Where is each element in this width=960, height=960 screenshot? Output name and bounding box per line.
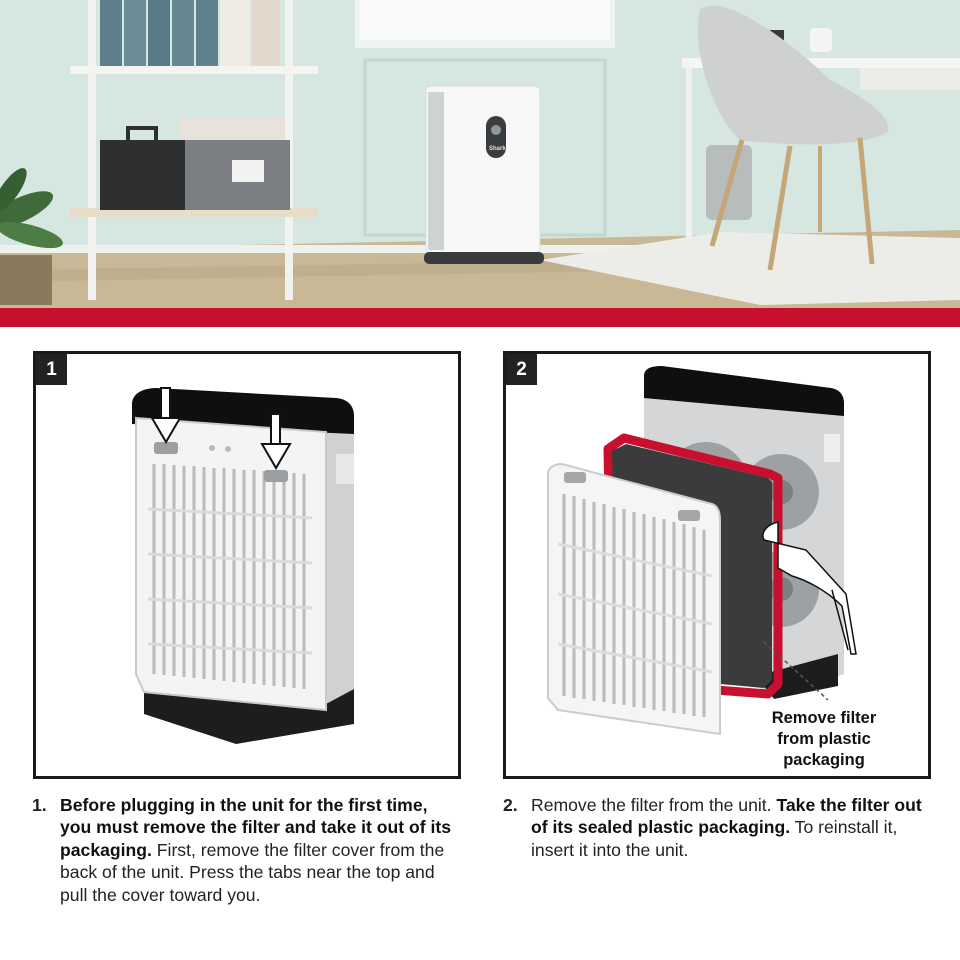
step-2-instructions bbox=[503, 794, 943, 861]
step-1-normal-text: First, remove the filter cover from the back of the unit. Press the tabs near the top and pull the cover toward you. bbox=[60, 839, 445, 905]
step-2-text bbox=[531, 794, 943, 861]
callout-line-1: Remove filter bbox=[771, 709, 877, 727]
cover-grille bbox=[564, 494, 704, 717]
hero-room-photo bbox=[0, 0, 960, 308]
callout-line-2: from plastic bbox=[777, 730, 871, 748]
remove-filter-callout bbox=[744, 708, 904, 771]
cover-tab-right bbox=[264, 470, 288, 482]
step-1-illustration bbox=[36, 354, 458, 776]
scene-air-purifier bbox=[424, 86, 544, 264]
step-2-panel bbox=[503, 351, 931, 779]
step-1-number: 1. bbox=[32, 795, 47, 815]
callout-line-3: packaging bbox=[783, 751, 865, 769]
step-1-bold-text: Before plugging in the unit for the first time, you must remove the filter and take it out of its packaging. bbox=[60, 795, 452, 860]
room-scene-illustration bbox=[0, 0, 960, 308]
step-2-number: 2. bbox=[503, 795, 518, 815]
red-divider-band bbox=[0, 308, 960, 327]
step-2-badge: 2 bbox=[506, 354, 537, 385]
step-1-text bbox=[60, 794, 462, 906]
step-1-instructions bbox=[32, 794, 462, 906]
step-2-normal-text-before: Remove the filter from the unit. bbox=[531, 795, 777, 815]
step-1-panel bbox=[33, 351, 461, 779]
step-1-badge: 1 bbox=[36, 354, 67, 385]
step-2-normal-text-after: To reinstall it, insert it into the unit. bbox=[531, 817, 898, 860]
step-2-bold-text: Take the filter out of its sealed plastic packaging. bbox=[531, 795, 922, 838]
scene-brand-logo: Shark bbox=[489, 146, 506, 152]
